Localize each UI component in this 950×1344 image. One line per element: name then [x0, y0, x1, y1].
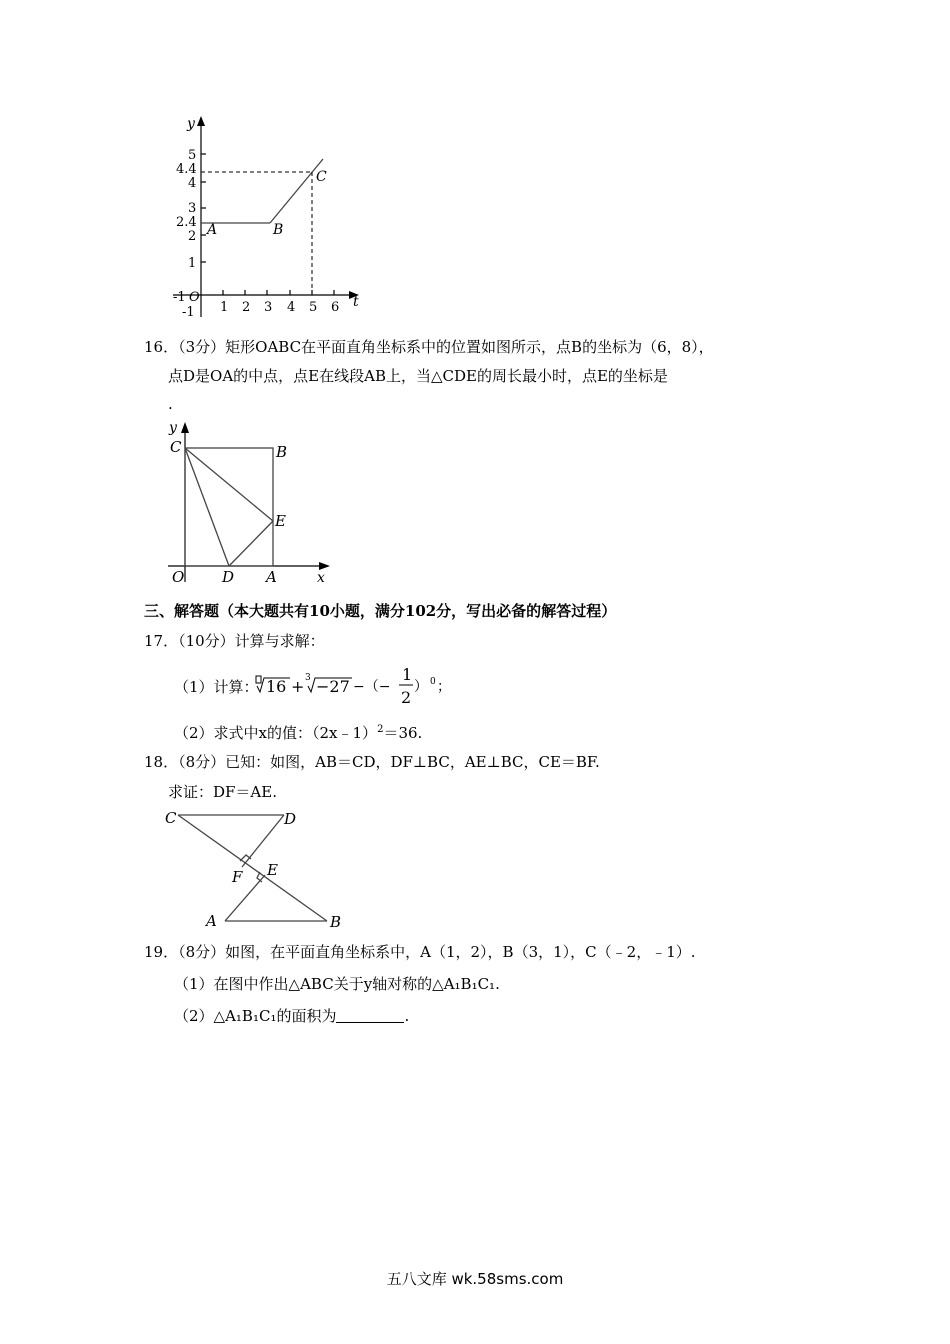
point-e-label: E — [275, 512, 286, 530]
q17-number: 17． — [144, 632, 179, 650]
q16-number: 16． — [144, 338, 179, 356]
q17-part2 — [174, 720, 422, 743]
y-tick: 5 — [188, 148, 197, 163]
q18-number: 18． — [144, 753, 179, 771]
point-b-label: B — [273, 222, 284, 238]
answer-blank[interactable] — [336, 1008, 404, 1023]
figure-15-graph — [165, 112, 365, 327]
q16-text1: 矩形OABC在平面直角坐标系中的位置如图所示，点B的坐标为（6，8）， — [225, 338, 714, 356]
x-tick: 6 — [331, 300, 340, 315]
point-c-label: C — [316, 169, 327, 185]
point-b-label: B — [276, 443, 288, 461]
x-tick: 1 — [220, 300, 229, 315]
q17-expression — [254, 664, 454, 708]
q19-part2-text: （2）△A₁B₁C₁的面积为 — [174, 1007, 337, 1025]
sqrt-radicand-16: 16 — [266, 677, 287, 696]
y-tick: 1 — [188, 256, 197, 271]
point-f-label: F — [232, 868, 243, 886]
x-tick: -1 — [173, 290, 186, 305]
x-tick: 2 — [242, 300, 251, 315]
q17-text: （10分）计算与求解： — [178, 632, 325, 650]
q17-part2-end: ＝36. — [383, 724, 423, 742]
y-tick: 3 — [188, 201, 197, 216]
figure-16-rectangle — [160, 416, 340, 588]
cube-root-index: 3 — [305, 673, 311, 683]
y-tick: -1 — [182, 305, 195, 320]
point-c-label: C — [165, 809, 177, 827]
origin-label: O — [172, 568, 185, 586]
point-d-label: D — [222, 568, 235, 586]
fraction-denominator: 2 — [401, 688, 412, 707]
q19-text1: （8分）如图，在平面直角坐标系中，A（1，2），B（3，1），C（﹣2，﹣1）. — [178, 943, 696, 961]
q18-text1: （8分）已知：如图，AB＝CD，DF⊥BC，AE⊥BC，CE＝BF. — [178, 753, 600, 771]
q17-part2-text: （2）求式中x的值：（2x﹣1） — [174, 724, 378, 742]
plus-sign: + — [291, 677, 305, 696]
q19-part2 — [174, 1006, 409, 1026]
point-b-label: B — [330, 913, 342, 931]
point-a-label: A — [266, 568, 277, 586]
x-tick: 5 — [309, 300, 318, 315]
q19-part1: （1）在图中作出△ABC关于y轴对称的△A₁B₁C₁. — [174, 975, 500, 993]
q19-part2-end: . — [404, 1007, 410, 1025]
exponent-zero: 0 — [430, 677, 436, 687]
cube-root-radicand: −27 — [316, 677, 350, 696]
q19-line1 — [144, 942, 696, 962]
section-3-heading: 三、解答题（本大题共有10小题，满分102分，写出必备的解答过程） — [144, 602, 617, 620]
point-a-label: A — [207, 222, 218, 238]
point-d-label: D — [284, 810, 297, 828]
q16-line1 — [144, 337, 714, 357]
minus-paren: −（− — [353, 679, 391, 695]
figure-18-triangles — [160, 806, 350, 934]
x-tick: 3 — [264, 300, 273, 315]
exponent-two: 2 — [377, 724, 384, 735]
q16-line2: 点D是OA的中点，点E在线段AB上，当△CDE的周长最小时，点E的坐标是 — [168, 367, 668, 385]
point-e-label: E — [267, 861, 278, 879]
y-axis-label: y — [169, 420, 177, 436]
q16-line3: . — [168, 395, 173, 413]
semicolon: ； — [437, 679, 451, 695]
point-c-label: C — [170, 438, 182, 456]
fraction-numerator: 1 — [402, 665, 413, 684]
y-axis-label: y — [187, 116, 195, 132]
q18-line1 — [144, 752, 600, 772]
x-axis-label: x — [317, 570, 325, 586]
origin-label: O — [189, 290, 200, 305]
q19-number: 19． — [144, 943, 179, 961]
y-tick: 4 — [188, 176, 197, 191]
t-axis-label: t — [353, 294, 359, 310]
q18-line2: 求证：DF＝AE. — [168, 783, 277, 801]
x-tick: 4 — [287, 300, 296, 315]
q16-score: （3分） — [178, 338, 226, 356]
close-paren: ） — [414, 679, 428, 695]
point-a-label: A — [206, 912, 217, 930]
y-tick: 4.4 — [176, 162, 197, 177]
y-tick: 2.4 — [176, 215, 197, 230]
q17-line1 — [144, 631, 325, 651]
q17-part1-label: （1）计算： — [174, 678, 259, 696]
y-tick: 2 — [188, 229, 197, 244]
footer-watermark: 五八文库 wk.58sms.com — [386, 1270, 564, 1288]
